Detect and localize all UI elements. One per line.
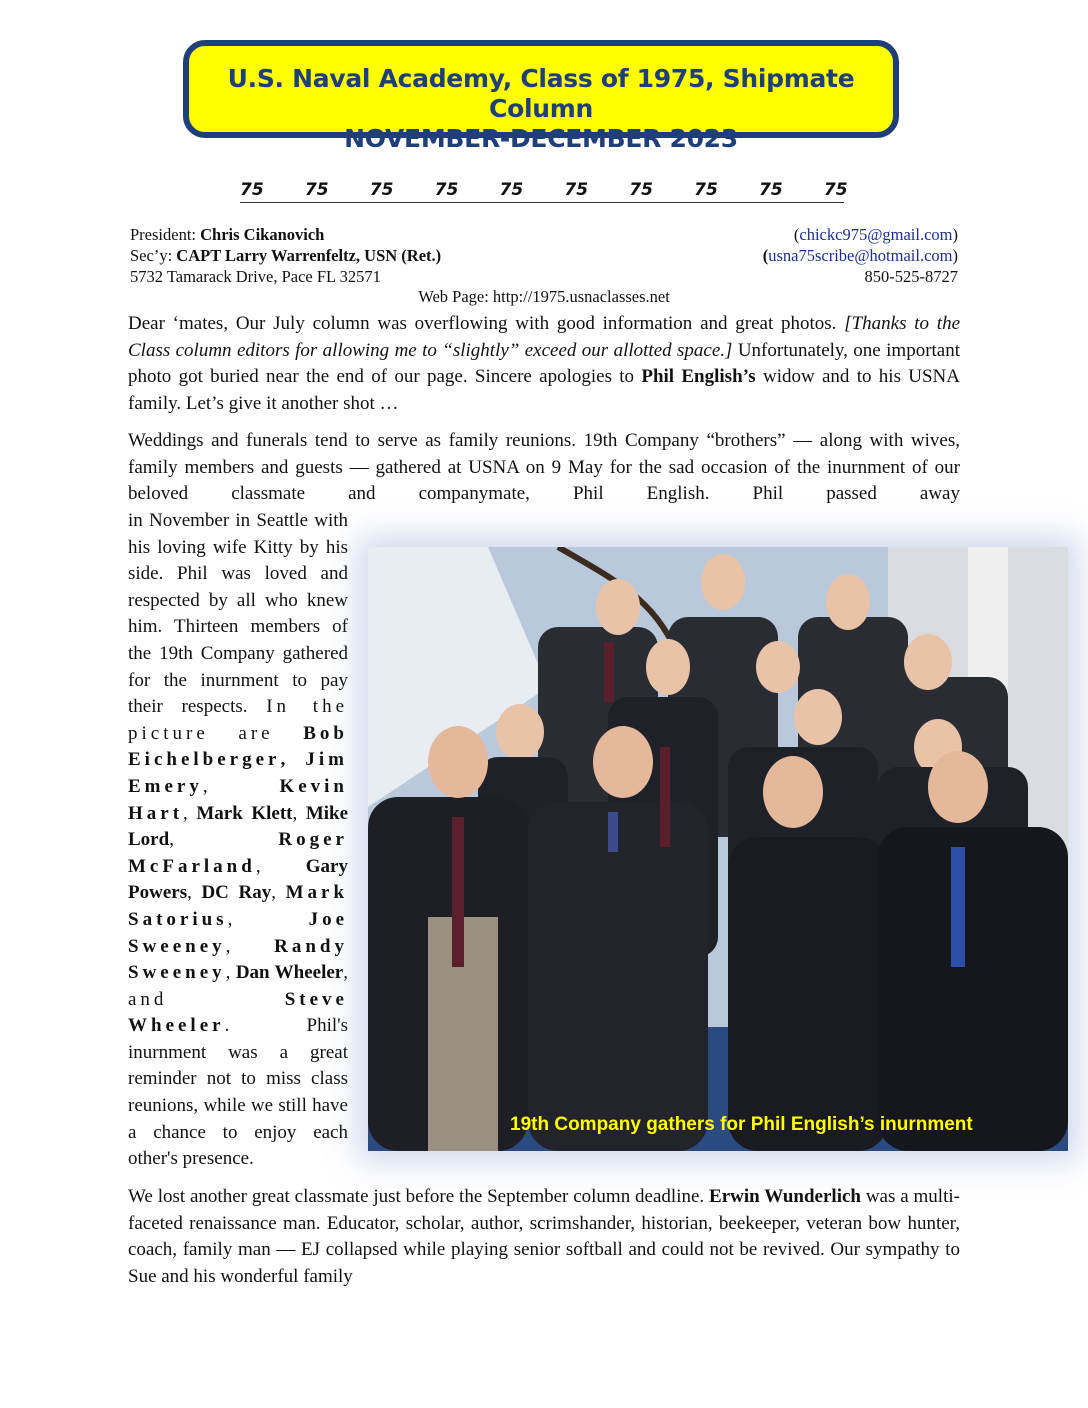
attendee-name: Mark Klett [196,802,293,824]
president-name: Chris Cikanovich [200,225,325,244]
attendee-name: Mark Satorius [128,882,349,930]
president-email-link[interactable]: chickc975@gmail.com [799,225,953,244]
divider-number: 75 [759,180,783,200]
secretary-label: Sec’y: [130,246,177,265]
inurnment-text: In the picture are [128,696,349,744]
divider-number: 75 [694,180,718,200]
secretary-email-wrap: (usna75scribe@hotmail.com) [762,246,958,265]
secretary-name: CAPT Larry Warrenfeltz, USN (Ret.) [176,246,442,265]
attendee-name: Randy Sweeney [128,935,348,984]
attendee-name: Steve Wheeler [128,988,348,1037]
group-photo [368,547,1068,1151]
attendee-name: Dan Wheeler [235,962,344,984]
president-email-wrap: (chickc975@gmail.com) [793,225,958,244]
attendee-name: Joe Sweeney [128,908,348,957]
phone-number: 850-525-8727 [864,267,958,286]
intro-text: Dear ‘mates, Our July column was overflowing with good information and great photos. [128,313,845,334]
wunderlich-text: We lost another great classmate just before the September column deadline. [128,1186,710,1207]
attendee-name: Kevin Hart [128,775,348,824]
intro-name-bold: Phil English’s [641,366,756,388]
inurnment-text: and [128,988,285,1010]
divider-number: 75 [240,180,264,200]
address-line [130,266,958,287]
president-label: President: [130,225,201,244]
wunderlich-text: was a multi-faceted renaissance man. Educator, scholar, author, scrimshander, historian, beekeeper, veteran bow hunter, coach, family man — EJ collapsed while playing senior softball and could not be revived. Our sympathy to Sue and his wonderful family [128,1186,960,1287]
wunderlich-name-bold: Erwin Wunderlich [709,1186,861,1207]
secretary-line [130,245,958,266]
divider-number: 75 [369,180,394,200]
column-issue-date: NOVEMBER-DECEMBER 2023 [344,124,738,153]
column-title: U.S. Naval Academy, Class of 1975, Shipmate Column [227,64,855,123]
column-title-banner [183,40,899,153]
divider-number: 75 [304,180,329,200]
inurnment-text: in November in Seattle with his loving wife Kitty by his side. Phil was loved and respected by all who knew him. Thirteen members of the 19th Company gathered for the inurnment to pay their respects. [128,510,348,718]
intro-paragraph [128,311,960,417]
attendee-name: Mike Lord [128,802,349,851]
divider-number: 75 [499,180,524,200]
secretary-email-link[interactable]: usna75scribe@hotmail.com [768,246,953,265]
divider-number: 75 [823,180,848,200]
intro-text: widow and to his USNA family. Let’s give it another shot … [128,366,960,414]
inurnment-paragraph-top [128,428,960,508]
inurnment-paragraph-wrap: in November in Seattle with his loving wife Kitty by his side. Phil was loved and respected by all who knew him. Thirteen members of the 19th Company gathered for the inurnment to pay their respects. In the picture are Bob Eichelberger, Jim Emery, Kevin Hart, Mark Klett, Mike Lord, Roger McFarland, Gary Powers, DC Ray, Mark Satorius, Joe Sweeney, Randy Sweeney, Dan Wheeler, and Steve Wheeler. Phil's inurnment was a great reminder not to miss class reunions, while we still have a chance to enjoy each other's presence. [128,510,349,1170]
attendee-name: Bob Eichelberger [128,722,348,771]
inurnment-text: Weddings and funerals tend to serve as family reunions. 19th Company “brothers” — along with wives, family members and guests — gathered at USNA on 9 May for the sad occasion of the inurnment of our beloved classmate and companymate, Phil English. Phil passed away [128,430,960,505]
divider-number: 75 [629,180,653,200]
divider-number: 75 [434,180,459,200]
mailing-address: 5732 Tamarack Drive, Pace FL 32571 [130,267,381,286]
class-year-divider [240,180,848,203]
intro-text: Unfortunately, one important photo got buried near the end of our page. Sincere apologies to [128,339,961,388]
attendee-name: Gary Powers [128,855,348,904]
photo-caption: 19th Company gathers for Phil English’s inurnment [510,1114,973,1135]
attendee-name: DC Ray [201,882,272,904]
divider-number: 75 [564,180,589,200]
attendee-name: Roger McFarland [128,829,348,877]
inurnment-text: . Phil's inurnment was a great reminder not to miss class reunions, while we still have a chance to enjoy each other's presence. [128,1015,348,1170]
attendee-name: Jim Emery [128,749,348,797]
wunderlich-paragraph [128,1184,960,1290]
intro-italic-note: [Thanks to the Class column editors for allowing me to “slightly” exceed our allotted space.] [128,313,960,361]
president-line [130,224,958,245]
group-photo-illustration [368,547,1068,1151]
web-page-link[interactable]: Web Page: http://1975.usnaclasses.net [418,287,670,306]
